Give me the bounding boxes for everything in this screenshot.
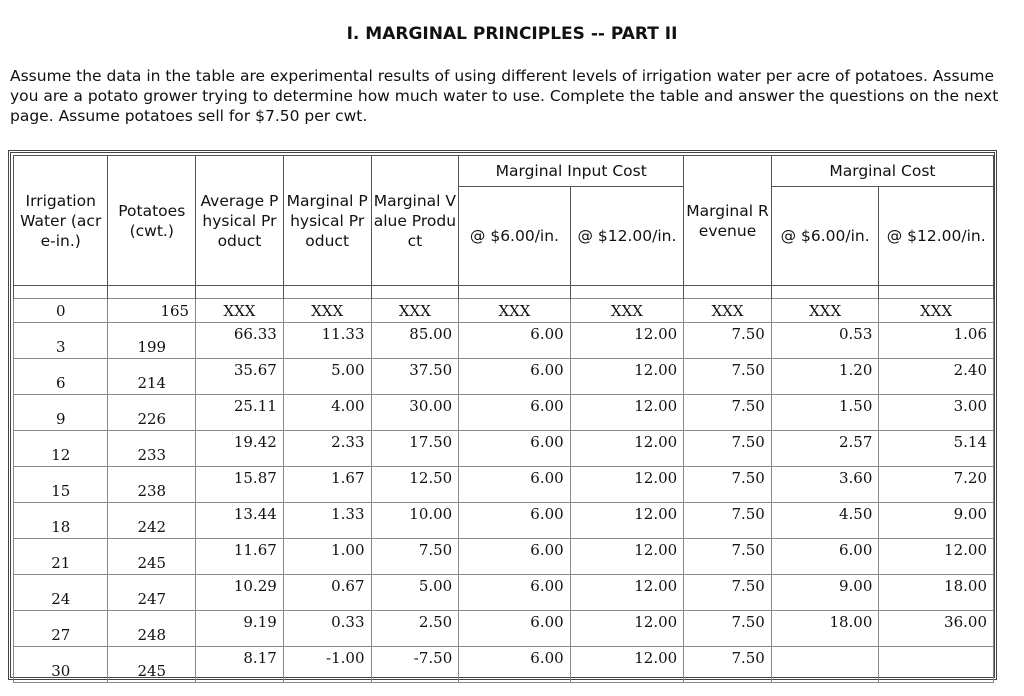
cell-potatoes: 165 <box>108 299 196 323</box>
cell-mic6: 6.00 <box>459 539 570 575</box>
cell-app: 9.19 <box>196 611 284 647</box>
cell-mc12: 12.00 <box>879 539 994 575</box>
cell-mr: 7.50 <box>684 503 772 539</box>
cell-mr: 7.50 <box>684 539 772 575</box>
cell-potatoes: 238 <box>108 467 196 503</box>
cell-mpp: 1.00 <box>283 539 371 575</box>
cell-mic12: 12.00 <box>570 431 684 467</box>
cell-mic6: 6.00 <box>459 323 570 359</box>
cell-mc12: XXX <box>879 299 994 323</box>
cell-mc6: XXX <box>771 299 879 323</box>
cell-mpp: 4.00 <box>283 395 371 431</box>
cell-app: 66.33 <box>196 323 284 359</box>
cell-mic6: 6.00 <box>459 503 570 539</box>
cell-mvp: 5.00 <box>371 575 459 611</box>
cell-water: 21 <box>14 539 108 575</box>
cell-mvp: 12.50 <box>371 467 459 503</box>
cell-mic12: 12.00 <box>570 503 684 539</box>
table-row <box>14 611 994 647</box>
cell-water: 27 <box>14 611 108 647</box>
cell-mic6: 6.00 <box>459 359 570 395</box>
cell-mc6: 0.53 <box>771 323 879 359</box>
table-row <box>14 647 994 683</box>
cell-potatoes: 247 <box>108 575 196 611</box>
cell-mc12: 3.00 <box>879 395 994 431</box>
cell-water: 12 <box>14 431 108 467</box>
cell-mpp: 5.00 <box>283 359 371 395</box>
cell-mpp: 0.67 <box>283 575 371 611</box>
data-table-frame <box>8 150 997 680</box>
cell-mic12: 12.00 <box>570 611 684 647</box>
table-row <box>14 431 994 467</box>
header-marginal-value-product: Marginal Value Product <box>371 156 459 286</box>
cell-mpp: 11.33 <box>283 323 371 359</box>
cell-water: 24 <box>14 575 108 611</box>
cell-app: 19.42 <box>196 431 284 467</box>
cell-potatoes: 199 <box>108 323 196 359</box>
cell-app: 8.17 <box>196 647 284 683</box>
cell-mc12: 9.00 <box>879 503 994 539</box>
cell-mvp: 85.00 <box>371 323 459 359</box>
cell-mc6: 3.60 <box>771 467 879 503</box>
cell-mvp: 37.50 <box>371 359 459 395</box>
cell-mvp: 30.00 <box>371 395 459 431</box>
table-row <box>14 503 994 539</box>
header-mic-6: @ $6.00/in. <box>459 187 570 286</box>
instructions-paragraph: Assume the data in the table are experimental results of using different levels of irrigation water per acre of potatoes. Assume you are a potato grower trying to determine how much water to use. Complete the table and answer the questions on the next page. Assume potatoes sell for $7.50 per cwt. <box>10 67 999 125</box>
cell-mr: 7.50 <box>684 467 772 503</box>
cell-app: 25.11 <box>196 395 284 431</box>
cell-mc6: 9.00 <box>771 575 879 611</box>
cell-mvp: -7.50 <box>371 647 459 683</box>
cell-mc12: 5.14 <box>879 431 994 467</box>
cell-potatoes: 245 <box>108 647 196 683</box>
cell-mic12: 12.00 <box>570 647 684 683</box>
cell-water: 18 <box>14 503 108 539</box>
cell-mpp: 2.33 <box>283 431 371 467</box>
cell-mc6: 18.00 <box>771 611 879 647</box>
cell-mic6: XXX <box>459 299 570 323</box>
table-row <box>14 575 994 611</box>
cell-mvp: 7.50 <box>371 539 459 575</box>
header-irrigation-water: Irrigation Water (acre-in.) <box>14 156 108 286</box>
cell-mic12: 12.00 <box>570 359 684 395</box>
cell-app: XXX <box>196 299 284 323</box>
cell-potatoes: 214 <box>108 359 196 395</box>
cell-mpp: 1.33 <box>283 503 371 539</box>
header-marginal-input-cost: Marginal Input Cost <box>459 156 684 187</box>
page-title: I. MARGINAL PRINCIPLES -- PART II <box>346 24 678 44</box>
cell-water: 6 <box>14 359 108 395</box>
cell-potatoes: 248 <box>108 611 196 647</box>
cell-mc12: 7.20 <box>879 467 994 503</box>
cell-mic6: 6.00 <box>459 575 570 611</box>
cell-mic12: 12.00 <box>570 395 684 431</box>
cell-mr: 7.50 <box>684 575 772 611</box>
cell-app: 15.87 <box>196 467 284 503</box>
cell-mvp: XXX <box>371 299 459 323</box>
header-average-physical-product: Average Physical Product <box>196 156 284 286</box>
table-row <box>14 539 994 575</box>
cell-water: 15 <box>14 467 108 503</box>
cell-mr: 7.50 <box>684 431 772 467</box>
cell-water: 0 <box>14 299 108 323</box>
cell-mvp: 10.00 <box>371 503 459 539</box>
cell-water: 3 <box>14 323 108 359</box>
cell-mr: 7.50 <box>684 323 772 359</box>
cell-mc12: 1.06 <box>879 323 994 359</box>
cell-mic6: 6.00 <box>459 611 570 647</box>
cell-potatoes: 226 <box>108 395 196 431</box>
cell-mr: XXX <box>684 299 772 323</box>
cell-app: 13.44 <box>196 503 284 539</box>
cell-potatoes: 233 <box>108 431 196 467</box>
cell-mc12: 18.00 <box>879 575 994 611</box>
cell-mvp: 17.50 <box>371 431 459 467</box>
cell-mc12: 36.00 <box>879 611 994 647</box>
cell-mic12: 12.00 <box>570 575 684 611</box>
header-marginal-physical-product: Marginal Physical Product <box>283 156 371 286</box>
cell-mpp: -1.00 <box>283 647 371 683</box>
cell-mic12: 12.00 <box>570 323 684 359</box>
cell-mvp: 2.50 <box>371 611 459 647</box>
cell-mic12: 12.00 <box>570 539 684 575</box>
header-mc-12: @ $12.00/in. <box>879 187 994 286</box>
marginal-principles-table <box>13 155 994 683</box>
cell-mpp: XXX <box>283 299 371 323</box>
header-mic-12: @ $12.00/in. <box>570 187 684 286</box>
cell-mr: 7.50 <box>684 359 772 395</box>
cell-mc6: 4.50 <box>771 503 879 539</box>
cell-app: 10.29 <box>196 575 284 611</box>
cell-mic6: 6.00 <box>459 431 570 467</box>
cell-mpp: 1.67 <box>283 467 371 503</box>
table-row <box>14 467 994 503</box>
cell-mc12: 2.40 <box>879 359 994 395</box>
cell-mc12 <box>879 647 994 683</box>
cell-mic6: 6.00 <box>459 647 570 683</box>
header-marginal-revenue: Marginal Revenue <box>684 156 772 286</box>
cell-mic6: 6.00 <box>459 395 570 431</box>
table-row <box>14 395 994 431</box>
cell-mic12: XXX <box>570 299 684 323</box>
cell-mr: 7.50 <box>684 395 772 431</box>
cell-potatoes: 245 <box>108 539 196 575</box>
cell-mc6: 2.57 <box>771 431 879 467</box>
cell-potatoes: 242 <box>108 503 196 539</box>
table-row <box>14 323 994 359</box>
cell-mic6: 6.00 <box>459 467 570 503</box>
cell-water: 9 <box>14 395 108 431</box>
cell-mr: 7.50 <box>684 611 772 647</box>
table-row <box>14 359 994 395</box>
cell-mc6 <box>771 647 879 683</box>
cell-water: 30 <box>14 647 108 683</box>
header-potatoes: Potatoes (cwt.) <box>108 156 196 286</box>
header-marginal-cost: Marginal Cost <box>771 156 993 187</box>
cell-mc6: 1.50 <box>771 395 879 431</box>
cell-mr: 7.50 <box>684 647 772 683</box>
cell-mc6: 6.00 <box>771 539 879 575</box>
cell-mic12: 12.00 <box>570 467 684 503</box>
table-row <box>14 299 994 323</box>
cell-mc6: 1.20 <box>771 359 879 395</box>
cell-mpp: 0.33 <box>283 611 371 647</box>
cell-app: 35.67 <box>196 359 284 395</box>
header-mc-6: @ $6.00/in. <box>771 187 879 286</box>
cell-app: 11.67 <box>196 539 284 575</box>
